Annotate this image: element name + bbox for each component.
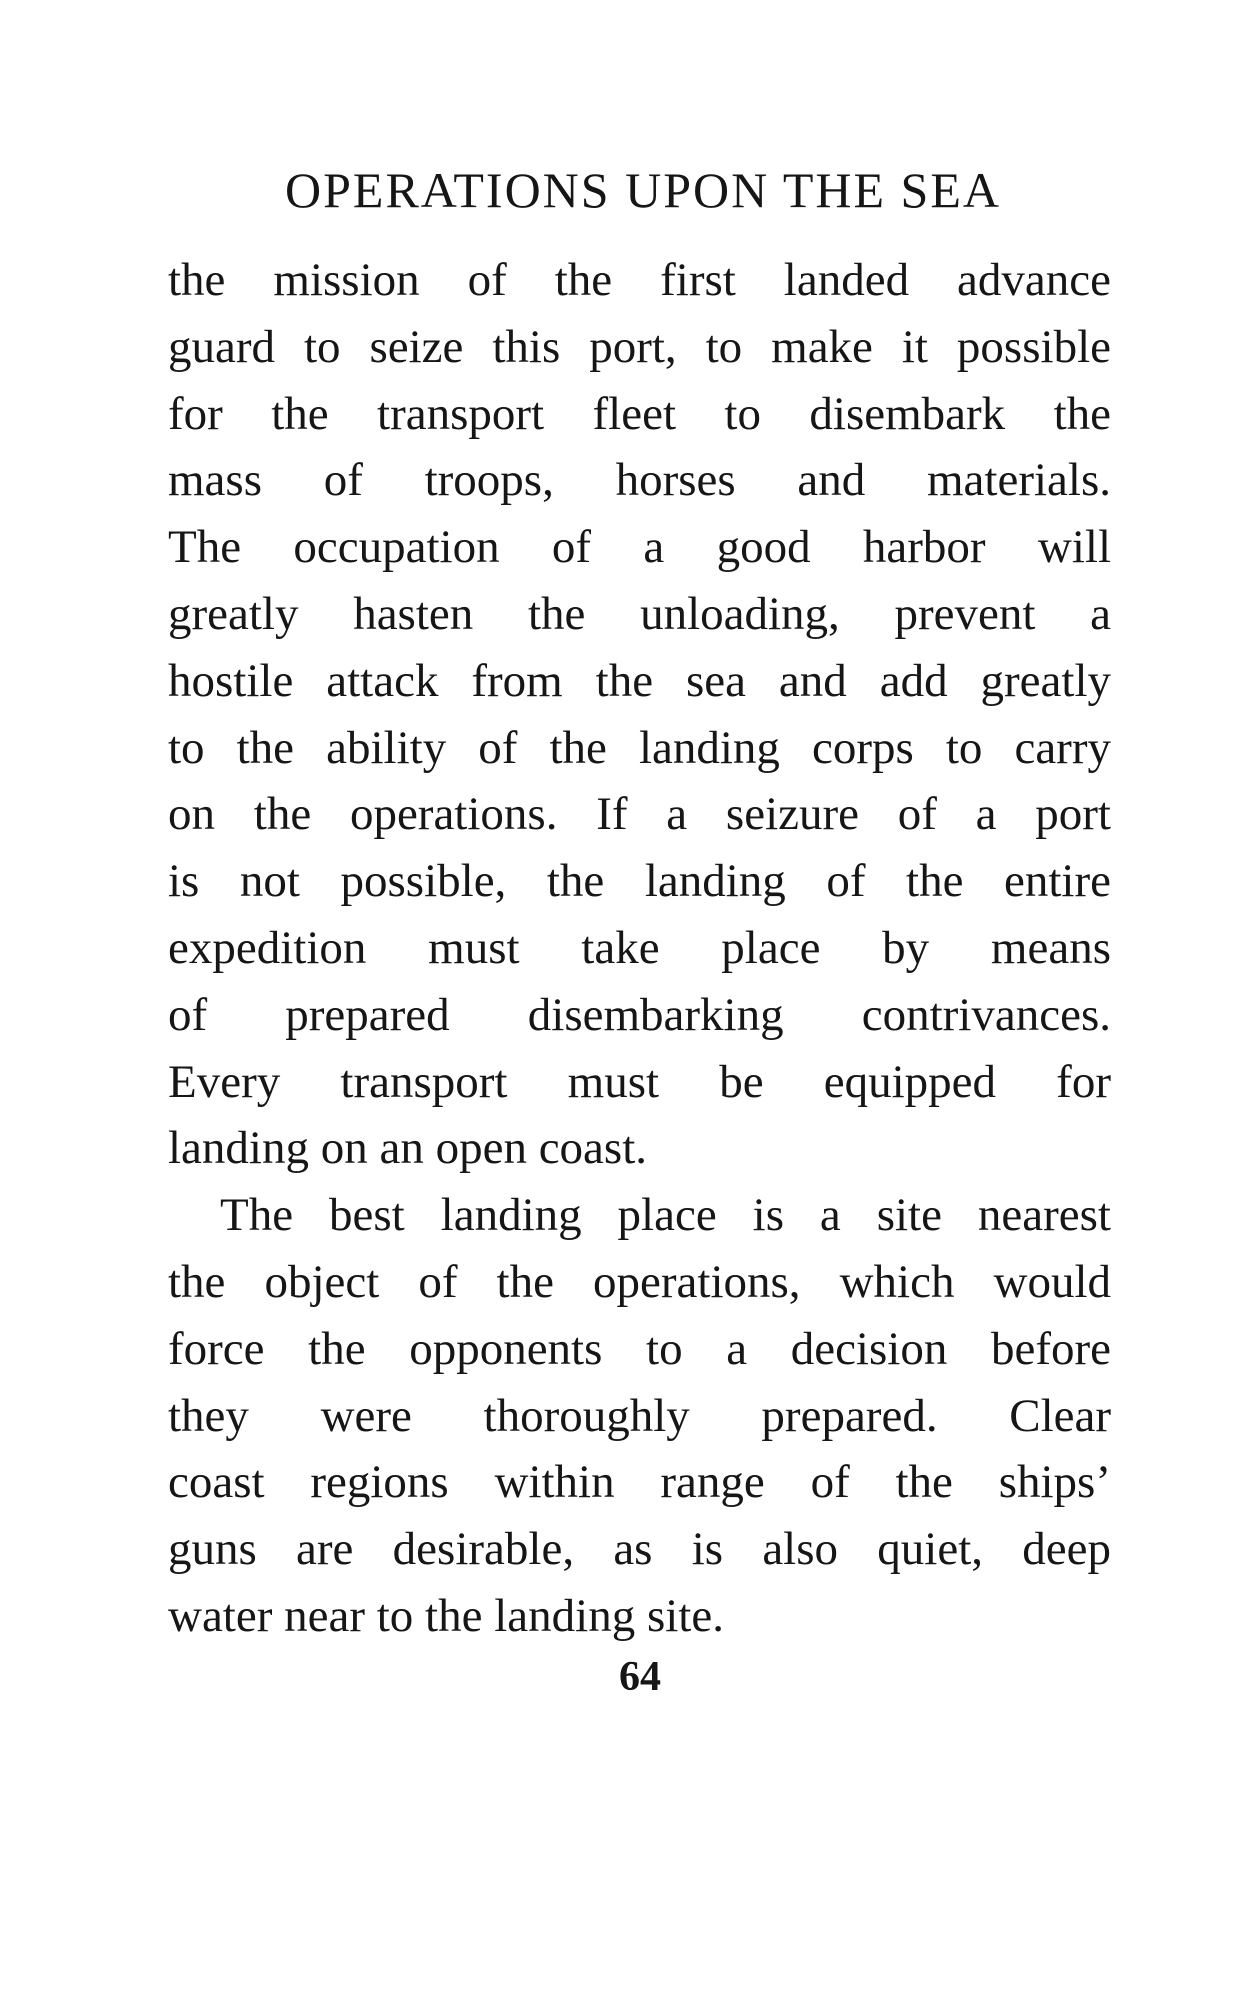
- text-line: mass of troops, horses and materials.: [168, 454, 1111, 507]
- text-line: The occupation of a good harbor will: [168, 521, 1111, 574]
- text-line: expedition must take place by means: [168, 921, 1111, 974]
- body-text: [168, 247, 1111, 1650]
- text-line: of prepared disembarking contrivances.: [168, 988, 1111, 1041]
- text-line: for the transport fleet to disembark the: [168, 387, 1111, 440]
- text-line: water near to the landing site.: [168, 1589, 724, 1642]
- text-line: the object of the operations, which would: [168, 1255, 1111, 1308]
- text-line: the mission of the first landed advance: [168, 254, 1111, 306]
- page-number: 64: [619, 1654, 661, 1700]
- text-line: coast regions within range of the ships’: [168, 1456, 1111, 1509]
- text-line: landing on an open coast.: [168, 1122, 648, 1175]
- text-line: Every transport must be equipped for: [168, 1055, 1111, 1108]
- text-line: guard to seize this port, to make it possible: [168, 320, 1111, 373]
- text-line: they were thoroughly prepared. Clear: [168, 1389, 1111, 1442]
- text-line: on the operations. If a seizure of a port: [168, 788, 1111, 841]
- text-line: force the opponents to a decision before: [168, 1322, 1111, 1375]
- text-line: greatly hasten the unloading, prevent a: [168, 587, 1111, 640]
- running-head: OPERATIONS UPON THE SEA: [285, 162, 1001, 218]
- text-line: hostile attack from the sea and add greatly: [168, 654, 1111, 707]
- text-line: guns are desirable, as is also quiet, deep: [168, 1523, 1111, 1576]
- text-line: The best landing place is a site nearest: [220, 1189, 1111, 1242]
- text-line: is not possible, the landing of the entire: [168, 855, 1111, 908]
- text-line: to the ability of the landing corps to carry: [168, 721, 1111, 774]
- paragraph-2: [168, 1182, 1111, 1650]
- paragraph-1: [168, 247, 1111, 1182]
